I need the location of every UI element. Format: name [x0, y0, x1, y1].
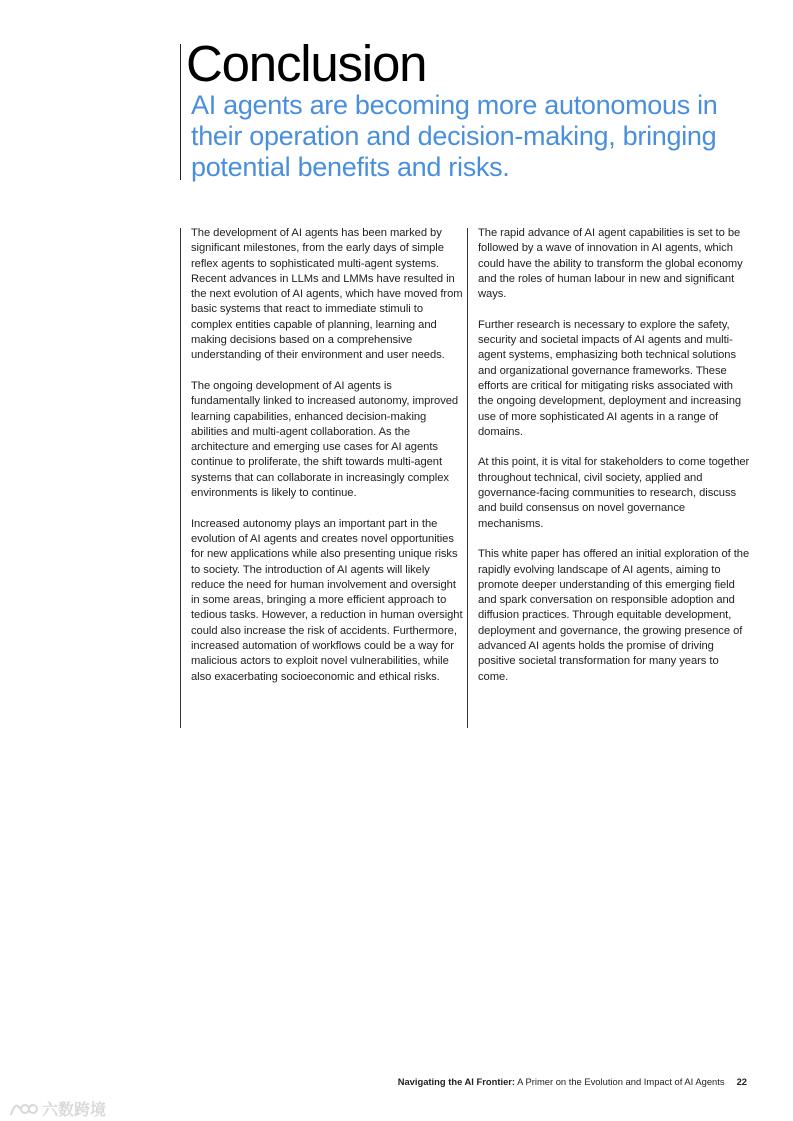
paragraph: The rapid advance of AI agent capabilities is set to be followed by a wave of innovation in AI agents, which could have the ability to transform the global economy and the roles of human labour in new and significant ways.	[478, 227, 743, 301]
page-footer	[340, 1076, 747, 1087]
left-column	[191, 226, 463, 732]
paragraph: Increased autonomy plays an important part in the evolution of AI agents and creates novel opportunities for new applications while also presenting unique risks to society. The introduction of AI agents will likely reduce the need for human involvement and oversight in some areas, bringing a more efficient approach to tedious tasks. However, a reduction in human oversight could also increase the risk of accidents. Furthermore, increased automation of workflows could be a way for malicious actors to exploit novel vulnerabilities, while also exacerbating socioeconomic and ethical risks.	[191, 517, 463, 683]
watermark	[8, 1097, 106, 1120]
right-column-rule	[467, 228, 468, 728]
paragraph: The development of AI agents has been marked by significant milestones, from the early days of simple reflex agents to sophisticated multi-agent systems. Recent advances in LLMs and LMMs have resulted in the next evolution of AI agents, which have moved from basic systems that react to immediate stimuli to complex entities capable of planning, learning and making decisions based on a comprehensive understanding of their environment and user needs.	[191, 227, 463, 362]
logo-icon	[8, 1100, 38, 1118]
left-column-rule	[180, 228, 181, 728]
paragraph: The ongoing development of AI agents is fundamentally linked to increased autonomy, improved learning capabilities, enhanced decision-making abilities and multi-agent collaboration. As the architecture and emerging use cases for AI agents continue to proliferate, the shift towards multi-agent systems that can collaborate in increasingly complex environments is likely to continue.	[191, 379, 459, 500]
page-title: Conclusion	[186, 35, 427, 92]
page-number: 22	[736, 1076, 747, 1087]
watermark-text: 六数跨境	[42, 1102, 107, 1119]
footer-report-subtitle: A Primer on the Evolution and Impact of AI Agents	[515, 1076, 725, 1087]
paragraph: At this point, it is vital for stakeholders to come together throughout technical, civil society, applied and governance-facing communities to research, discuss and build consensus on novel governance mechanisms.	[478, 456, 750, 530]
page-subtitle: AI agents are becoming more autonomous in their operation and decision-making, bringing potential benefits and risks.	[191, 90, 718, 182]
paragraph: Further research is necessary to explore the safety, security and societal impacts of AI agents and multi-agent systems, emphasizing both technical solutions and organizational governance frameworks. These efforts are critical for mitigating risks associated with the ongoing development, deployment and increasing use of more sophisticated AI agents in a range of domains.	[478, 318, 742, 438]
footer-report-title: Navigating the AI Frontier:	[397, 1076, 516, 1087]
title-rule	[180, 44, 181, 180]
right-column	[478, 226, 750, 686]
paragraph: This white paper has offered an initial exploration of the rapidly evolving landscape of AI agents, aiming to promote deeper understanding of this emerging field and spark conversation on responsible adoption and diffusion practices. Through equitable development, deployment and governance, the growing presence of advanced AI agents holds the promise of driving positive societal transformation for many years to come.	[478, 548, 750, 683]
